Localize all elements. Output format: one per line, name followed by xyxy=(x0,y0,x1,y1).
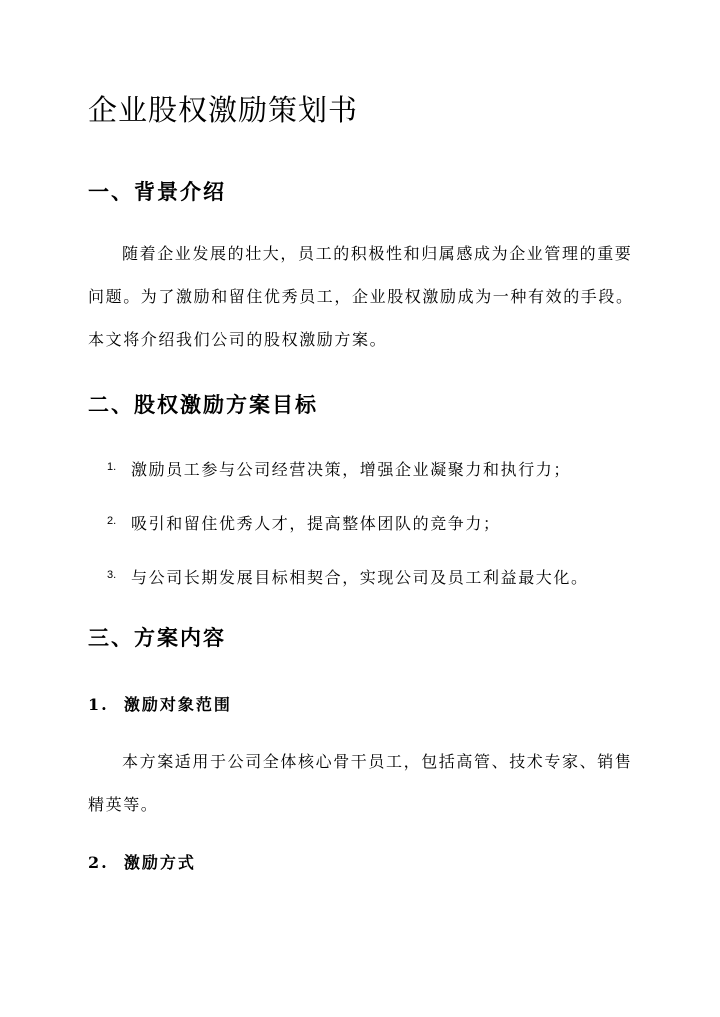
list-item-text: 与公司长期发展目标相契合，实现公司及员工利益最大化。 xyxy=(131,568,589,587)
list-item xyxy=(88,511,648,565)
list-item xyxy=(88,457,648,511)
section-heading-goals: 二、股权激励方案目标 xyxy=(88,392,318,417)
subsection-heading-scope: 1. 激励对象范围 xyxy=(88,695,232,714)
document-title: 企业股权激励策划书 xyxy=(88,93,359,127)
list-item-number: 2. xyxy=(107,515,117,527)
list-item-number: 3. xyxy=(107,569,117,581)
background-paragraph: 随着企业发展的壮大，员工的积极性和归属感成为企业管理的重要问题。为了激励和留住优秀员工，企业股权激励成为一种有效的手段。本文将介绍我们公司的股权激励方案。 xyxy=(88,244,634,349)
list-item-text: 激励员工参与公司经营决策，增强企业凝聚力和执行力； xyxy=(131,460,572,479)
list-item xyxy=(88,565,648,619)
list-item-text: 吸引和留住优秀人才，提高整体团队的竞争力； xyxy=(131,514,501,533)
section-heading-background: 一、背景介绍 xyxy=(88,179,226,204)
goals-list xyxy=(88,457,648,619)
list-item-number: 1. xyxy=(107,461,117,473)
section-heading-content: 三、方案内容 xyxy=(88,625,226,650)
subsection-heading-method: 2. 激励方式 xyxy=(88,853,196,872)
scope-paragraph: 本方案适用于公司全体核心骨干员工，包括高管、技术专家、销售精英等。 xyxy=(88,752,633,814)
